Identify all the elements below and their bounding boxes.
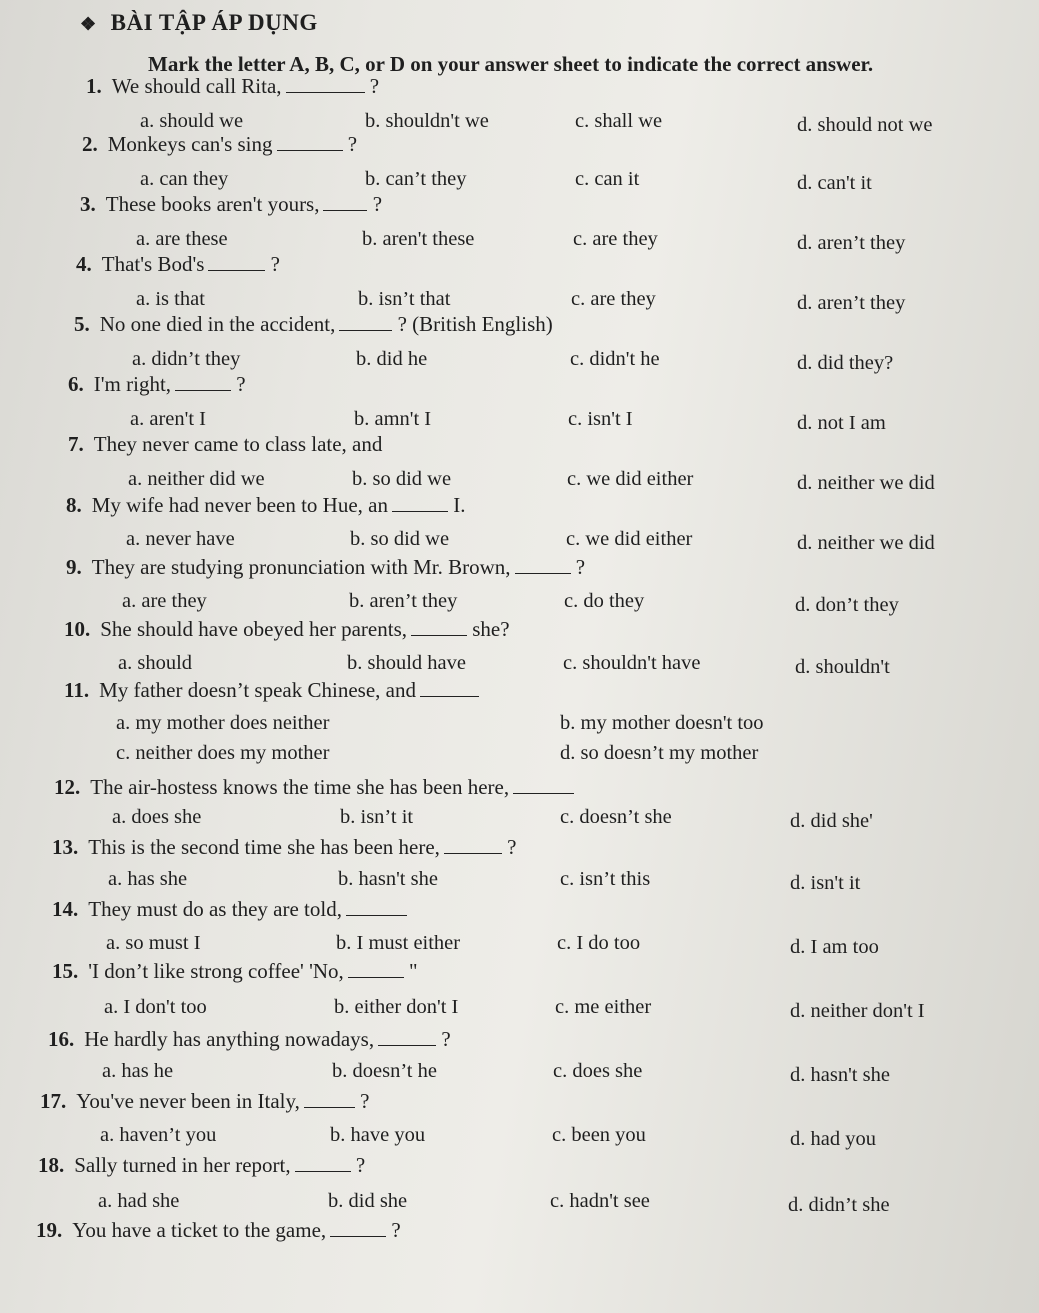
option-14-c[interactable]: c. I do too [557,932,641,954]
question-number: 15. [52,959,79,983]
option-10-b[interactable]: b. should have [347,652,466,674]
option-13-b[interactable]: b. hasn't she [338,868,438,890]
question-text: My father doesn’t speak Chinese, and [99,678,416,702]
option-1-b[interactable]: b. shouldn't we [365,110,489,132]
option-14-a[interactable]: a. so must I [106,932,201,954]
question-text: No one died in the accident, [99,312,336,336]
option-12-b[interactable]: b. isn’t it [340,806,414,828]
answer-blank [411,617,467,636]
question-17 [40,1089,369,1114]
question-tail: ? (British English) [392,312,553,336]
question-number: 16. [48,1027,75,1051]
question-number: 7. [68,432,84,456]
option-12-d[interactable]: d. did she' [790,810,873,832]
question-tail: ? [354,1089,370,1113]
question-tail: ? [231,372,246,396]
option-9-a[interactable]: a. are they [122,590,207,612]
option-6-b[interactable]: b. amn't I [354,408,432,430]
option-3-c[interactable]: c. are they [573,228,658,250]
answer-blank [339,312,392,331]
question-number: 6. [68,372,84,396]
option-8-b[interactable]: b. so did we [350,528,450,550]
question-19 [36,1218,401,1243]
option-16-d[interactable]: d. hasn't she [790,1064,890,1086]
option-6-d[interactable]: d. not I am [797,412,886,434]
question-number: 3. [80,192,96,216]
question-text: They never came to class late, and [93,432,383,456]
answer-blank [346,897,407,916]
question-text: My wife had never been to Hue, an [91,493,388,517]
question-text: They are studying pronunciation with Mr. Brown, [91,555,511,579]
option-17-a[interactable]: a. haven’t you [100,1124,217,1146]
option-16-a[interactable]: a. has he [102,1060,174,1082]
question-9 [66,555,585,580]
question-10 [64,617,510,642]
question-4 [76,252,280,277]
option-9-b[interactable]: b. aren’t they [349,590,458,612]
option-8-d[interactable]: d. neither we did [797,532,935,554]
option-8-a[interactable]: a. never have [126,528,235,550]
question-number: 14. [52,897,79,921]
question-tail: " [403,959,418,983]
question-tail: ? [386,1218,401,1242]
question-text: We should call Rita, [111,74,282,98]
option-1-a[interactable]: a. should we [140,110,244,132]
instruction-text: Mark the letter A, B, C, or D on your answer sheet to indicate the correct answer. [148,52,874,76]
question-number: 12. [54,775,81,799]
answer-blank [420,678,479,697]
option-5-d[interactable]: d. did they? [797,352,894,374]
answer-blank [513,775,574,794]
option-10-d[interactable]: d. shouldn't [795,656,890,678]
option-10-a[interactable]: a. should [118,652,193,674]
option-8-c[interactable]: c. we did either [566,528,693,550]
option-7-c[interactable]: c. we did either [567,468,694,490]
question-number: 17. [40,1089,67,1113]
answer-blank [330,1218,386,1237]
question-tail: she? [467,617,510,641]
question-12 [54,775,574,800]
option-2-d[interactable]: d. can't it [797,172,872,194]
option-11-c[interactable]: c. neither does my mother [116,742,330,764]
option-14-b[interactable]: b. I must either [336,932,461,954]
question-7 [68,432,382,457]
option-17-c[interactable]: c. been you [552,1124,646,1146]
question-text: That's Bod's [101,252,205,276]
question-text: This is the second time she has been here, [88,835,440,859]
option-2-c[interactable]: c. can it [575,168,640,190]
question-tail: ? [501,835,517,859]
question-text: You've never been in Italy, [76,1089,300,1113]
question-6 [68,372,246,397]
question-15 [52,959,418,984]
option-13-d[interactable]: d. isn't it [790,872,861,894]
question-text: They must do as they are told, [88,897,342,921]
option-9-c[interactable]: c. do they [564,590,645,612]
option-1-d[interactable]: d. should not we [797,114,933,136]
option-13-a[interactable]: a. has she [108,868,188,890]
question-1 [86,74,379,99]
question-text: Monkeys can's sing [107,132,273,156]
option-4-d[interactable]: d. aren’t they [797,292,906,314]
answer-blank [175,372,231,391]
option-16-c[interactable]: c. does she [553,1060,643,1082]
question-text: Sally turned in her report, [74,1153,291,1177]
question-tail: ? [350,1153,366,1177]
option-4-b[interactable]: b. isn’t that [358,288,451,310]
question-number: 2. [82,132,98,156]
option-6-c[interactable]: c. isn't I [568,408,633,430]
option-15-a[interactable]: a. I don't too [104,996,207,1018]
question-text: He hardly has anything nowadays, [84,1027,375,1051]
answer-blank [378,1027,436,1046]
answer-blank [515,555,571,574]
question-number: 8. [66,493,82,517]
question-8 [66,493,465,518]
option-3-b[interactable]: b. aren't these [362,228,475,250]
question-number: 10. [64,617,91,641]
option-18-c[interactable]: c. hadn't see [550,1190,650,1212]
question-text: 'I don’t like strong coffee' 'No, [88,959,344,983]
question-number: 1. [86,74,102,98]
question-14 [52,897,407,922]
question-number: 5. [74,312,90,336]
option-6-a[interactable]: a. aren't I [130,408,206,430]
option-15-c[interactable]: c. me either [555,996,652,1018]
question-tail: ? [570,555,586,579]
answer-blank [286,74,365,93]
answer-blank [277,132,343,151]
option-15-b[interactable]: b. either don't I [334,996,459,1018]
question-tail: ? [367,192,383,216]
option-13-c[interactable]: c. isn’t this [560,868,651,890]
question-number: 13. [52,835,79,859]
worksheet-title: ❖ BÀI TẬP ÁP DỤNG [80,10,318,35]
question-text: I'm right, [93,372,172,396]
question-18 [38,1153,365,1178]
option-7-a[interactable]: a. neither did we [128,468,265,490]
question-number: 11. [64,678,90,702]
question-text: These books aren't yours, [105,192,320,216]
option-18-b[interactable]: b. did she [328,1190,408,1212]
option-4-c[interactable]: c. are they [571,288,656,310]
question-text: You have a ticket to the game, [72,1218,327,1242]
option-3-d[interactable]: d. aren’t they [797,232,906,254]
question-tail: I. [447,493,466,517]
answer-blank [304,1089,355,1108]
answer-blank [444,835,502,854]
question-13 [52,835,516,860]
option-5-c[interactable]: c. didn't he [570,348,660,370]
question-16 [48,1027,451,1052]
option-14-d[interactable]: d. I am too [790,936,879,958]
question-number: 9. [66,555,82,579]
question-number: 19. [36,1218,63,1242]
answer-blank [348,959,404,978]
question-tail: ? [436,1027,451,1051]
question-tail: ? [364,74,380,98]
answer-blank [295,1153,351,1172]
option-2-b[interactable]: b. can’t they [365,168,467,190]
option-7-b[interactable]: b. so did we [352,468,452,490]
option-9-d[interactable]: d. don’t they [795,594,899,616]
question-tail: ? [342,132,358,156]
option-12-a[interactable]: a. does she [112,806,202,828]
question-5 [74,312,553,337]
option-4-a[interactable]: a. is that [136,288,205,310]
option-5-a[interactable]: a. didn’t they [132,348,241,370]
option-3-a[interactable]: a. are these [136,228,228,250]
question-11 [64,678,479,703]
question-3 [80,192,382,217]
answer-blank [208,252,265,271]
option-1-c[interactable]: c. shall we [575,110,663,132]
question-tail: ? [265,252,280,276]
option-10-c[interactable]: c. shouldn't have [563,652,701,674]
option-11-d[interactable]: d. so doesn’t my mother [560,742,759,764]
option-17-d[interactable]: d. had you [790,1128,876,1150]
option-2-a[interactable]: a. can they [140,168,229,190]
option-5-b[interactable]: b. did he [356,348,428,370]
question-number: 18. [38,1153,65,1177]
option-17-b[interactable]: b. have you [330,1124,426,1146]
option-12-c[interactable]: c. doesn’t she [560,806,672,828]
answer-blank [392,493,448,512]
option-7-d[interactable]: d. neither we did [797,472,935,494]
question-number: 4. [76,252,92,276]
answer-blank [323,192,367,211]
question-2 [82,132,357,157]
question-text: She should have obeyed her parents, [100,617,407,641]
diamond-bullet-icon: ❖ [80,14,97,34]
option-18-a[interactable]: a. had she [98,1190,180,1212]
option-18-d[interactable]: d. didn’t she [788,1194,890,1216]
option-11-b[interactable]: b. my mother doesn't too [560,712,764,734]
question-text: The air-hostess knows the time she has been here, [90,775,510,799]
option-16-b[interactable]: b. doesn’t he [332,1060,437,1082]
option-11-a[interactable]: a. my mother does neither [116,712,330,734]
option-15-d[interactable]: d. neither don't I [790,1000,925,1022]
